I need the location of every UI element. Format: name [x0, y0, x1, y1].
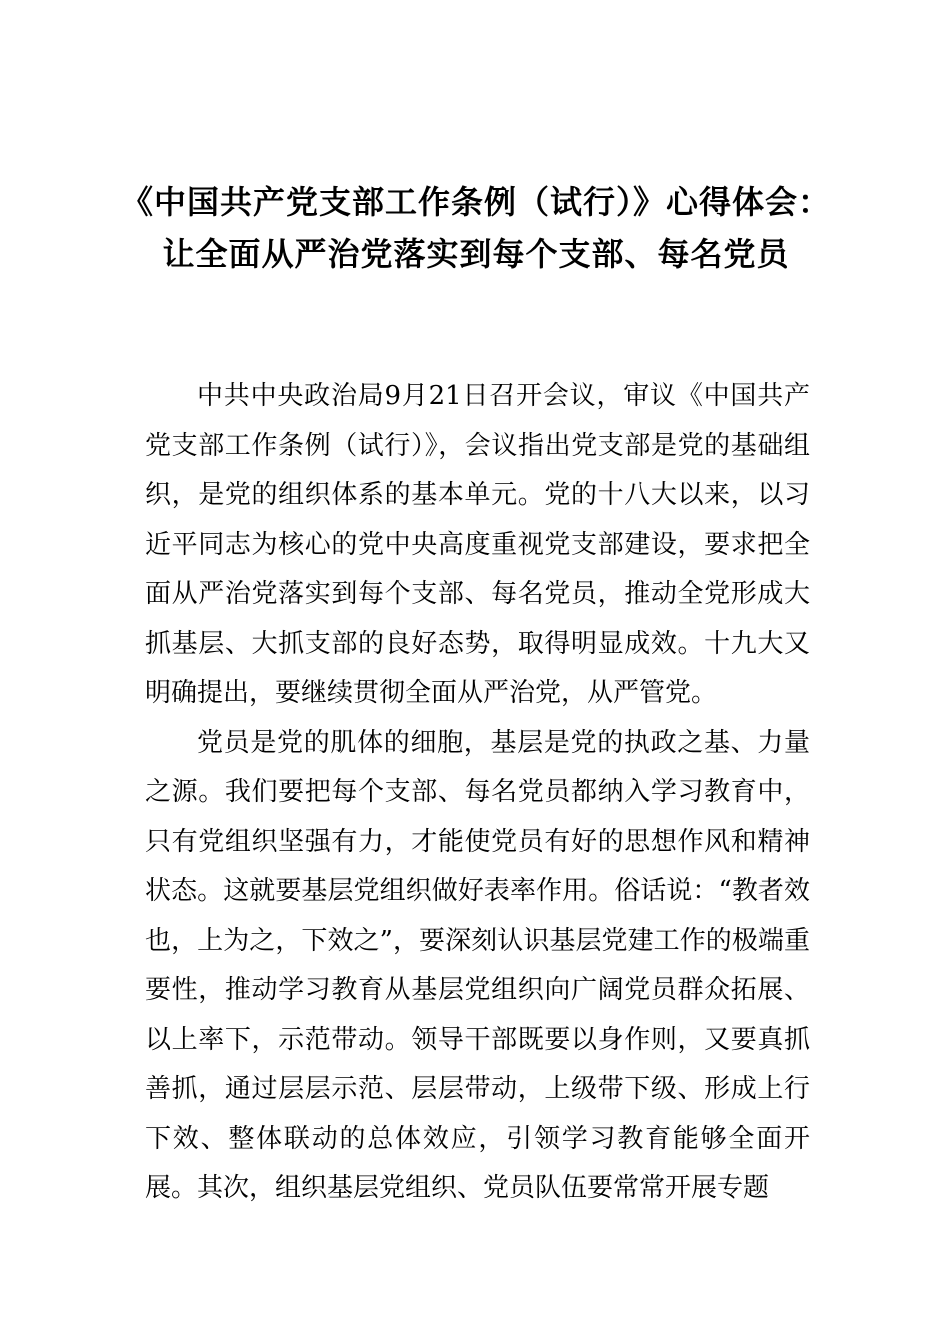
- document-title: 《中国共产党支部工作条例（试行）》心得体会：让全面从严治党落实到每个支部、每名党员: [120, 183, 831, 273]
- paragraph-1: 中共中央政治局9月21日召开会议，审议《中国共产党支部工作条例（试行）》，会议指出党支部是党的基础组织，是党的组织体系的基本单元。党的十八大以来，以习近平同志为核心的党中央高度重视党支部建设，要求把全面从严治党落实到每个支部、每名党员，推动全党形成大抓基层、大抓支部的良好态势，取得明显成效。十九大又明确提出，要继续贯彻全面从严治党，从严管党。: [145, 381, 810, 708]
- document-body: [145, 372, 810, 1214]
- paragraph-2: 党员是党的肌体的细胞，基层是党的执政之基、力量之源。我们要把每个支部、每名党员都纳入学习教育中，只有党组织坚强有力，才能使党员有好的思想作风和精神状态。这就要基层党组织做好表率作用。俗话说：“教者效也，上为之，下效之”，要深刻认识基层党建工作的极端重要性，推动学习教育从基层党组织向广阔党员群众拓展、以上率下，示范带动。领导干部既要以身作则，又要真抓善抓，通过层层示范、层层带动，上级带下级、形成上行下效、整体联动的总体效应，引领学习教育能够全面开展。其次，组织基层党组织、党员队伍要常常开展专题: [145, 727, 810, 1203]
